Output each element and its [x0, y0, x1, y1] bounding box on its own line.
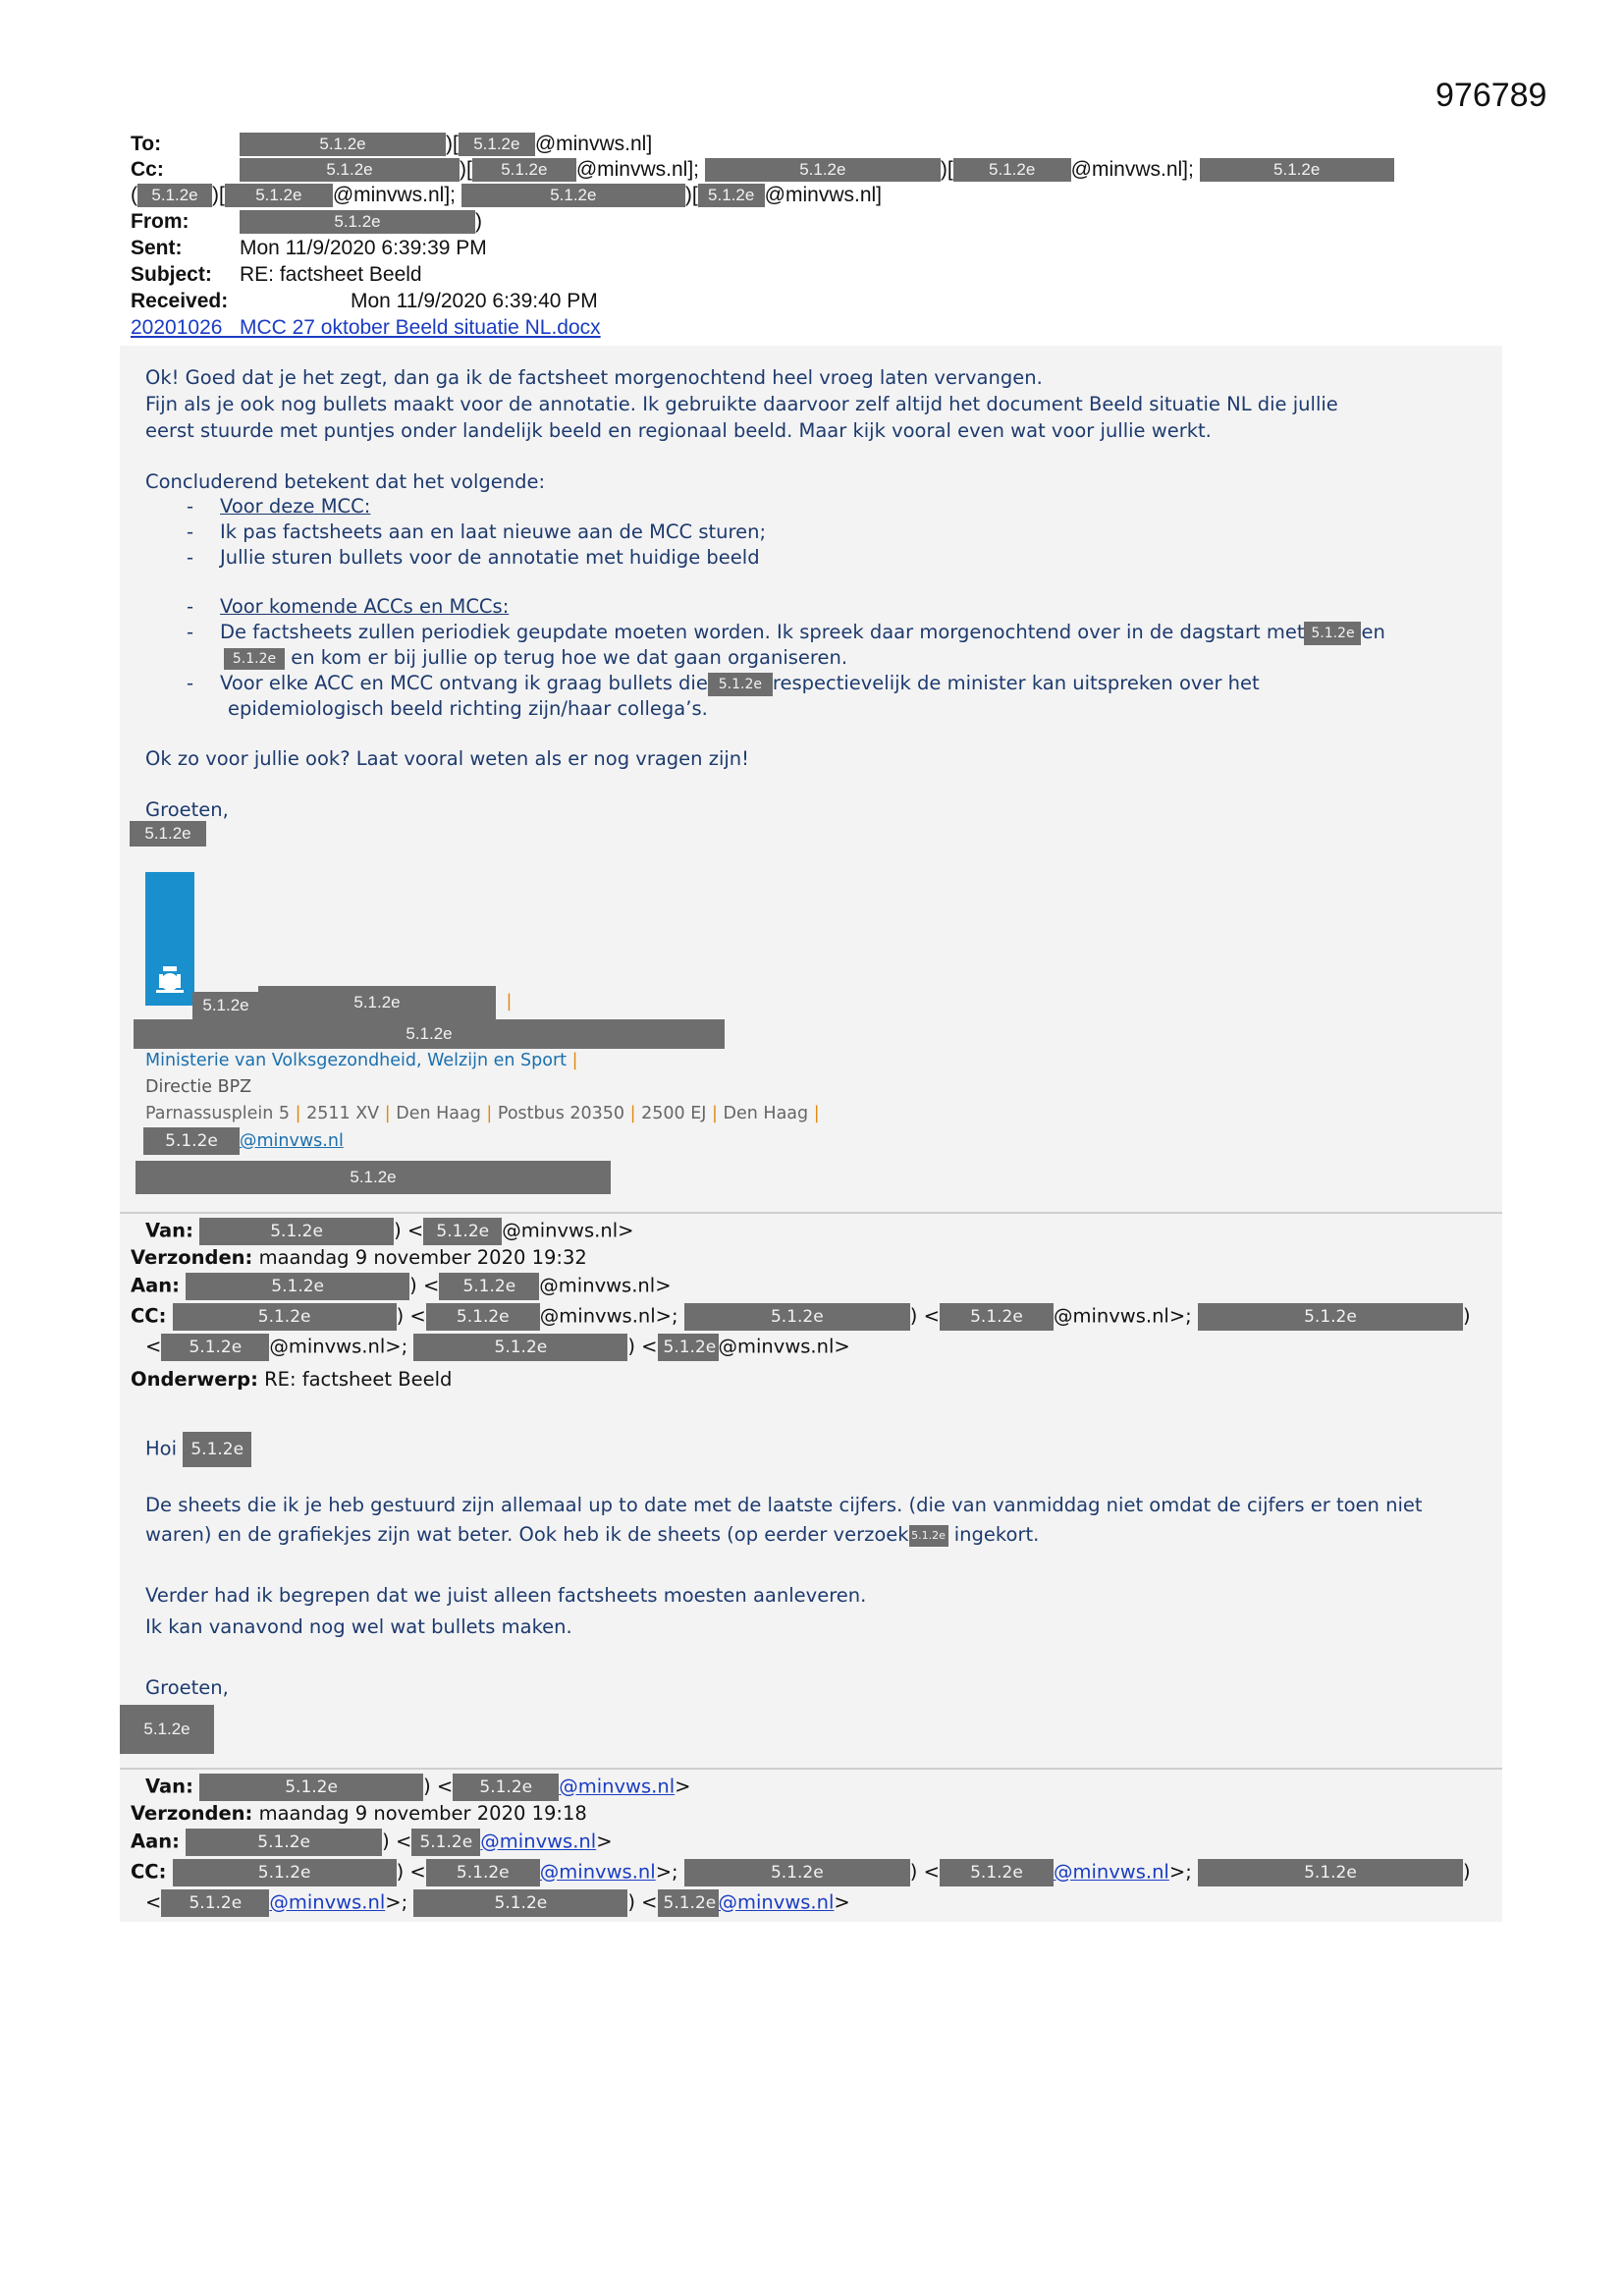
email-link[interactable]: @minvws.nl [240, 1131, 344, 1151]
signature-org-row [134, 1019, 725, 1049]
list-dash: - [187, 520, 194, 543]
list-item: Ik pas factsheets aan en laat nieuwe aan de MCC sturen; [220, 520, 767, 543]
redaction: 5.1.2e [120, 1705, 214, 1754]
redaction: 5.1.2e [199, 1218, 394, 1245]
msg1-greeting: Groeten, [145, 798, 229, 821]
redaction: 5.1.2e [161, 1334, 269, 1361]
msg3-cc: CC: 5.1.2e ) < 5.1.2e @minvws.nl>; 5.1.2e ) < 5.1.2e @minvws.nl>; 5.1.2e ) [131, 1859, 1471, 1886]
redaction: 5.1.2e [439, 1273, 539, 1300]
msg2-aan: Aan: 5.1.2e ) < 5.1.2e @minvws.nl> [131, 1273, 672, 1300]
signature-email [143, 1127, 344, 1155]
redaction: 5.1.2e [413, 1334, 627, 1361]
redaction: 5.1.2e [658, 1889, 719, 1917]
list-item: De factsheets zullen periodiek geupdate moeten worden. Ik spreek daar morgenochtend over in de dagstart met 5.1.2e en [220, 621, 1385, 643]
redaction: 5.1.2e [183, 1432, 251, 1467]
redaction: 5.1.2e [1304, 622, 1361, 645]
redaction: 5.1.2e [161, 1889, 269, 1917]
redaction: 5.1.2e [940, 1859, 1054, 1886]
document-number: 976789 [1435, 77, 1547, 114]
redaction: 5.1.2e [143, 1127, 240, 1155]
list-item-continued: epidemiologisch beeld richting zijn/haar collega’s. [228, 697, 708, 720]
msg1-para1-line2: Fijn als je ook nog bullets maakt voor de annotatie. Ik gebruikte daarvoor zelf altijd het document Beeld situatie NL die jullie [145, 393, 1338, 415]
header-from-label: From: [131, 210, 189, 233]
header-sent-label: Sent: [131, 237, 183, 259]
header-received-value: Mon 11/9/2020 6:39:40 PM [351, 290, 598, 312]
redaction: 5.1.2e [698, 184, 765, 207]
redaction: 5.1.2e [173, 1303, 397, 1331]
email-link[interactable]: @minvws.nl [480, 1830, 597, 1853]
redaction: 5.1.2e [658, 1334, 719, 1361]
redaction: 5.1.2e [461, 184, 685, 207]
msg2-cc: CC: 5.1.2e ) < 5.1.2e @minvws.nl>; 5.1.2e ) < 5.1.2e @minvws.nl>; 5.1.2e ) [131, 1303, 1471, 1331]
header-cc-line2: ( 5.1.2e )[ 5.1.2e @minvws.nl]; 5.1.2e )[ 5.1.2e @minvws.nl] [131, 184, 883, 206]
msg2-van: Van: 5.1.2e ) < 5.1.2e @minvws.nl> [145, 1218, 633, 1245]
redaction: 5.1.2e [684, 1859, 910, 1886]
msg2-verzonden: Verzonden: maandag 9 november 2020 19:32 [131, 1246, 587, 1269]
redaction: 5.1.2e [192, 992, 259, 1019]
redaction: 5.1.2e [459, 133, 535, 156]
divider [120, 1768, 1502, 1770]
coat-of-arms-icon [145, 872, 194, 1006]
list-dash: - [187, 672, 194, 694]
msg1-sender-name [130, 821, 206, 847]
msg2-sender-name [120, 1705, 214, 1754]
redaction: 5.1.2e [1200, 158, 1394, 182]
msg2-line3: Verder had ik begrepen dat we juist alleen factsheets moesten aanleveren. [145, 1584, 867, 1607]
msg1-para1-line1: Ok! Goed dat je het zegt, dan ga ik de factsheet morgenochtend heel vroeg laten vervangen. [145, 366, 1043, 389]
msg1-para1-line3: eerst stuurde met puntjes onder landelijk beeld en regionaal beeld. Maar kijk vooral even wat voor jullie werkt. [145, 419, 1212, 442]
redaction: 5.1.2e [426, 1859, 540, 1886]
redaction: 5.1.2e [472, 158, 576, 182]
redaction: 5.1.2e [1198, 1303, 1463, 1331]
header-subject-value: RE: factsheet Beeld [240, 263, 422, 286]
header-to-line: 5.1.2e )[ 5.1.2e @minvws.nl] [240, 131, 652, 157]
redaction: 5.1.2e [199, 1774, 423, 1801]
redaction: 5.1.2e [1198, 1859, 1463, 1886]
signature-phone-row [135, 1161, 611, 1194]
header-sent-value: Mon 11/9/2020 6:39:39 PM [240, 237, 487, 259]
header-from-value: 5.1.2e ) [240, 208, 482, 235]
redaction: 5.1.2e [953, 158, 1071, 182]
signature-department: Directie BPZ [145, 1077, 252, 1097]
header-subject-label: Subject: [131, 263, 212, 286]
redaction: 5.1.2e [137, 184, 212, 207]
redaction: 5.1.2e [225, 184, 333, 207]
list-dash: - [187, 495, 194, 518]
header-to-label: To: [131, 133, 162, 155]
redaction: 5.1.2e [708, 673, 773, 696]
msg1-closing-question: Ok zo voor jullie ook? Laat vooral weten als er nog vragen zijn! [145, 747, 749, 770]
redaction: 5.1.2e [684, 1303, 910, 1331]
signature-name-row [192, 992, 259, 1019]
list-dash: - [187, 621, 194, 643]
redaction: 5.1.2e [186, 1829, 382, 1856]
list-item: Jullie sturen bullets voor de annotatie met huidige beeld [220, 546, 760, 569]
list-item-continued: 5.1.2e en kom er bij jullie op terug hoe we dat gaan organiseren. [224, 645, 847, 671]
redaction: 5.1.2e [909, 1525, 948, 1547]
msg3-cc-line2: < 5.1.2e @minvws.nl>; 5.1.2e ) < 5.1.2e @minvws.nl> [145, 1889, 850, 1917]
msg2-greeting: Groeten, [145, 1676, 229, 1699]
redaction: 5.1.2e [130, 821, 206, 847]
email-link[interactable]: @minvws.nl [559, 1775, 676, 1798]
msg3-van: Van: 5.1.2e ) < 5.1.2e @minvws.nl> [145, 1774, 690, 1801]
section-title-upcoming: Voor komende ACCs en MCCs: [220, 595, 510, 618]
separator: | [506, 992, 513, 1012]
email-link[interactable]: @minvws.nl [718, 1890, 835, 1914]
msg2-line1: De sheets die ik je heb gestuurd zijn allemaal up to date met de laatste cijfers. (die van vanmiddag niet omdat de cijfers er toen niet [145, 1494, 1423, 1516]
redaction: 5.1.2e [258, 986, 496, 1019]
msg3-verzonden: Verzonden: maandag 9 november 2020 19:18 [131, 1802, 587, 1825]
msg2-line4: Ik kan vanavond nog wel wat bullets maken. [145, 1615, 572, 1638]
signature-address: Parnassusplein 5 | 2511 XV | Den Haag | Postbus 20350 | 2500 EJ | Den Haag | [145, 1104, 820, 1123]
signature-function-row [258, 986, 512, 1019]
redaction: 5.1.2e [240, 210, 475, 234]
redaction: 5.1.2e [940, 1303, 1054, 1331]
redaction: 5.1.2e [453, 1774, 559, 1801]
attachment-link[interactable]: 20201026 _MCC 27 oktober Beeld situatie NL.docx [131, 316, 601, 339]
msg2-cc-line2: < 5.1.2e @minvws.nl>; 5.1.2e ) < 5.1.2e @minvws.nl> [145, 1334, 850, 1361]
government-logo [145, 872, 194, 1006]
msg2-line2: waren) en de grafiekjes zijn wat beter. Ook heb ik de sheets (op eerder verzoek 5.1.2e ingekort. [145, 1523, 1040, 1546]
redaction: 5.1.2e [423, 1218, 502, 1245]
redaction: 5.1.2e [426, 1303, 540, 1331]
redaction: 5.1.2e [411, 1829, 480, 1856]
section-title-this-mcc: Voor deze MCC: [220, 495, 371, 518]
redaction: 5.1.2e [705, 158, 941, 182]
email-link[interactable]: @minvws.nl [539, 1860, 656, 1884]
redaction: 5.1.2e [240, 133, 446, 156]
redaction: 5.1.2e [135, 1161, 611, 1194]
msg3-aan: Aan: 5.1.2e ) < 5.1.2e @minvws.nl> [131, 1829, 613, 1856]
list-dash: - [187, 546, 194, 569]
email-link[interactable]: @minvws.nl [269, 1890, 386, 1914]
redaction: 5.1.2e [224, 648, 285, 670]
list-dash: - [187, 595, 194, 618]
header-received-label: Received: [131, 290, 229, 312]
header-cc-label: Cc: [131, 158, 164, 181]
redaction: 5.1.2e [186, 1273, 409, 1300]
list-item: Voor elke ACC en MCC ontvang ik graag bullets die 5.1.2e respectievelijk de minister kan uitspreken over het [220, 672, 1260, 694]
redaction: 5.1.2e [240, 158, 460, 182]
redaction: 5.1.2e [413, 1889, 627, 1917]
msg1-intro: Concluderend betekent dat het volgende: [145, 470, 546, 493]
email-link[interactable]: @minvws.nl [1053, 1860, 1169, 1884]
signature-ministry: Ministerie van Volksgezondheid, Welzijn en Sport | [145, 1051, 578, 1070]
msg2-onderwerp: Onderwerp: RE: factsheet Beeld [131, 1368, 453, 1391]
redaction: 5.1.2e [173, 1859, 397, 1886]
header-cc-line1: 5.1.2e )[ 5.1.2e @minvws.nl]; 5.1.2e )[ 5.1.2e @minvws.nl]; 5.1.2e [240, 156, 1394, 183]
msg2-hoi: Hoi 5.1.2e [145, 1432, 251, 1467]
redaction: 5.1.2e [134, 1019, 725, 1049]
divider [120, 1212, 1502, 1214]
